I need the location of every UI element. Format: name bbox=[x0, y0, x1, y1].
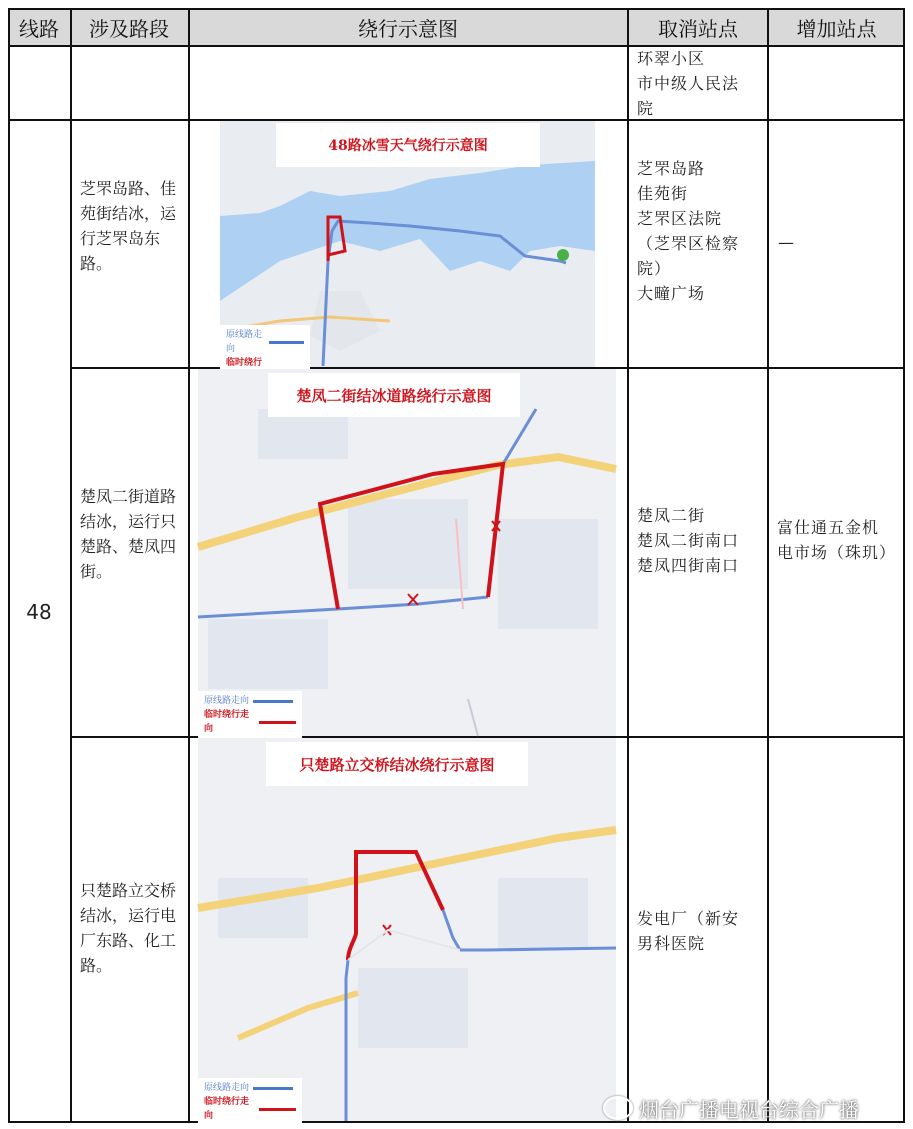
legend-blue-swatch bbox=[269, 341, 304, 344]
row3-map-title: 只楚路立交桥结冰绕行示意图 bbox=[266, 742, 528, 786]
legend-original-label: 原线路走向 bbox=[204, 1083, 250, 1093]
add-stop: 电市场（珠玑） bbox=[777, 543, 897, 562]
cancel-stop: 大疃广场 bbox=[637, 284, 706, 303]
header-route: 线路 bbox=[19, 16, 59, 41]
cancel-stop: 市中级人民法 bbox=[637, 74, 740, 93]
cancel-stop: （芝罘区检察 bbox=[637, 234, 740, 253]
row2-map-legend bbox=[198, 691, 302, 739]
cancel-stop: 楚凤二街南口 bbox=[637, 531, 740, 550]
border-left bbox=[8, 8, 10, 1123]
header-map: 绕行示意图 bbox=[358, 16, 458, 41]
header-divider bbox=[8, 45, 905, 47]
row2-section: 楚凤二街道路结冰，运行只楚路、楚凤四街。 bbox=[80, 487, 177, 581]
weibo-icon bbox=[603, 1096, 633, 1120]
col-divider-3 bbox=[627, 8, 629, 1123]
row3-map-graphic bbox=[198, 738, 616, 1121]
legend-original-label: 原线路走向 bbox=[204, 696, 250, 706]
row2-map-title: 楚凤二街结冰道路绕行示意图 bbox=[268, 373, 520, 417]
cancel-stop: 芝罘岛路 bbox=[637, 159, 706, 178]
row3-cancel-stops bbox=[637, 906, 765, 956]
legend-original-label: 原线路走向 bbox=[226, 330, 263, 354]
cancel-stop: 芝罘区法院 bbox=[637, 209, 723, 228]
row3-detour-map bbox=[198, 738, 616, 1121]
legend-detour-label: 临时绕行走向 bbox=[204, 710, 250, 734]
row2-add-stops bbox=[777, 515, 901, 565]
header-section: 涉及路段 bbox=[89, 16, 169, 41]
row3-section: 只楚路立交桥结冰，运行电厂东路、化工路。 bbox=[80, 881, 177, 975]
row0-cancel-stops bbox=[637, 46, 765, 121]
cancel-stop: 男科医院 bbox=[637, 934, 706, 953]
row2-map-graphic bbox=[198, 369, 616, 736]
col-divider-4 bbox=[767, 8, 769, 1123]
row1-add-stops: — bbox=[778, 233, 794, 252]
row2-cancel-stops bbox=[637, 503, 765, 578]
cancel-stop: 环翠小区 bbox=[637, 49, 706, 68]
border-top bbox=[8, 8, 905, 10]
legend-detour-label: 临时绕行走向 bbox=[204, 1097, 250, 1121]
col-divider-2 bbox=[188, 8, 190, 1123]
add-stop: 富仕通五金机 bbox=[777, 518, 880, 537]
cancel-stop: 楚凤二街 bbox=[637, 506, 706, 525]
row1-cancel-stops bbox=[637, 156, 765, 306]
header-cancel: 取消站点 bbox=[658, 16, 738, 41]
cancel-stop: 佳苑街 bbox=[637, 184, 689, 203]
broadcaster-watermark bbox=[603, 1092, 908, 1124]
cancel-stop: 院 bbox=[637, 99, 655, 118]
cancel-stop: 楚凤四街南口 bbox=[637, 556, 740, 575]
legend-blue-swatch bbox=[253, 700, 293, 703]
legend-detour-label: 临时绕行 bbox=[226, 358, 263, 368]
cancel-stop: 发电厂（新安 bbox=[637, 909, 740, 928]
row1-map-title: 48路冰雪天气绕行示意图 bbox=[276, 123, 540, 167]
cancel-stop: 院） bbox=[637, 259, 672, 278]
legend-red-swatch bbox=[259, 1108, 296, 1111]
legend-red-swatch bbox=[259, 721, 296, 724]
route-number: 48 bbox=[26, 600, 52, 624]
legend-blue-swatch bbox=[253, 1087, 293, 1090]
row3-map-legend bbox=[198, 1078, 302, 1126]
border-right bbox=[903, 8, 905, 1123]
header-add: 增加站点 bbox=[796, 16, 877, 41]
row2-detour-map bbox=[198, 369, 616, 736]
row1-section: 芝罘岛路、佳苑街结冰，运行芝罘岛东路。 bbox=[80, 179, 177, 273]
watermark-text: 烟台广播电视台综合广播 bbox=[639, 1097, 859, 1122]
row1-detour-map bbox=[220, 121, 595, 367]
col-divider-1 bbox=[70, 8, 72, 1123]
